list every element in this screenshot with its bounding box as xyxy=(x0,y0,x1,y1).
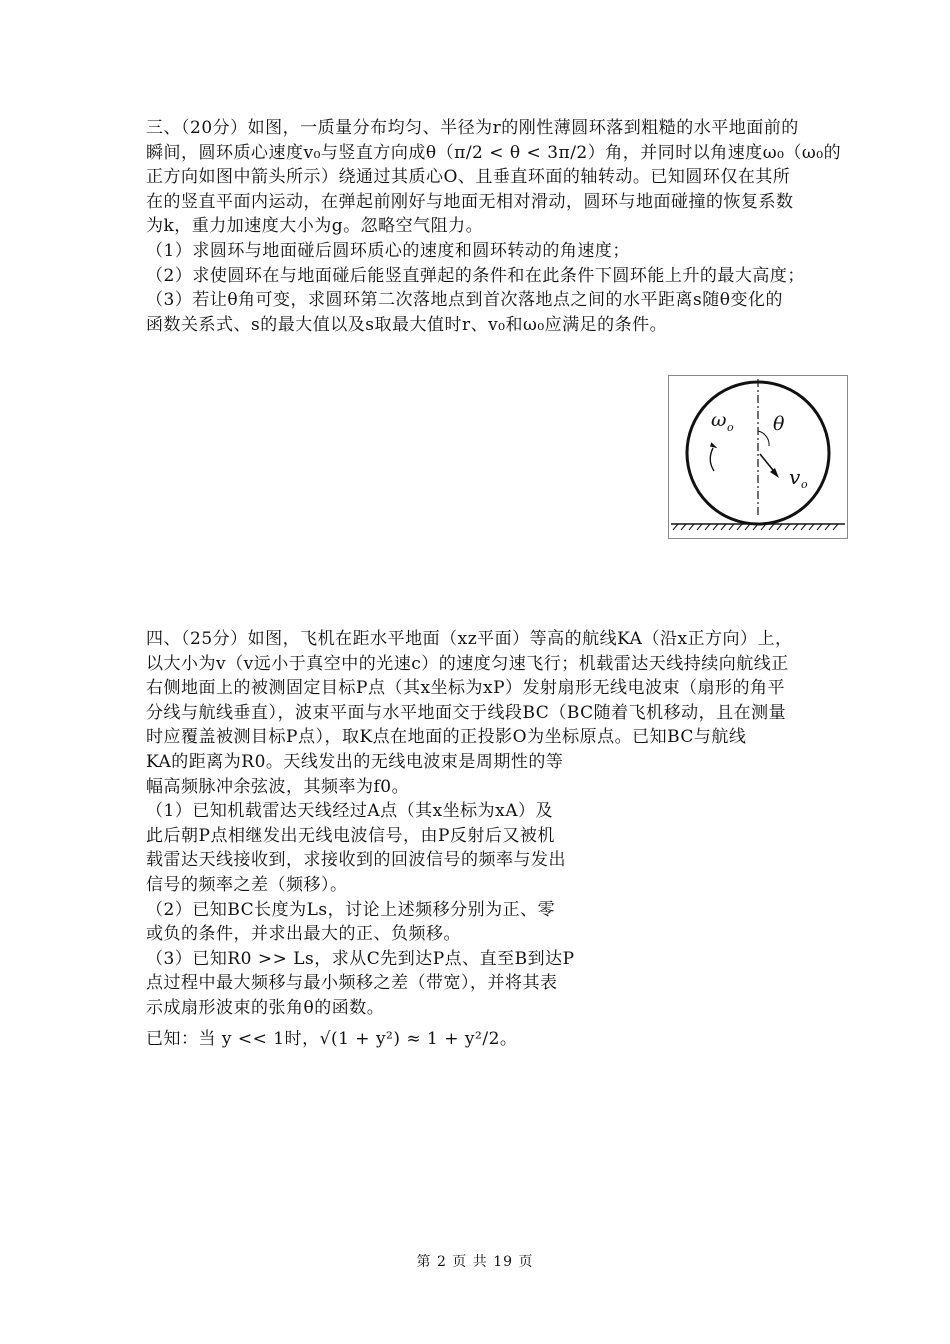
p4-line: 右侧地面上的被测固定目标P点（其x坐标为xP）发射扇形无线电波束（扇形的角平 xyxy=(146,678,786,699)
p4-line: 四、（25分）如图，飞机在距水平地面（xz平面）等高的航线KA（沿x正方向）上， xyxy=(146,629,793,649)
p4-line: 以大小为v（v远小于真空中的光速c）的速度匀速飞行；机载雷达天线持续向航线正 xyxy=(146,653,789,674)
omega-arrow-curve xyxy=(710,448,714,471)
theta-arc xyxy=(758,431,769,446)
problem-3-text xyxy=(146,116,851,337)
p3-line: 在的竖直平面内运动，在弹起前刚好与地面无相对滑动，圆环与地面碰撞的恢复系数 xyxy=(146,191,794,212)
page-number: 第 2 页 共 19 页 xyxy=(416,1254,534,1270)
p3-line: 函数关系式、s的最大值以及s取最大值时r、v₀和ω₀应满足的条件。 xyxy=(146,314,668,335)
p3-line: 为k，重力加速度大小为g。忽略空气阻力。 xyxy=(146,216,484,237)
v-subscript: o xyxy=(801,478,808,491)
p3-line: （1）求圆环与地面碰后圆环质心的速度和圆环转动的角速度； xyxy=(146,240,630,261)
p4-line: 信号的频率之差（频移）。 xyxy=(146,874,348,895)
p4-line: KA的距离为R0。天线发出的无线电波束是周期性的等 xyxy=(146,751,564,772)
p4-line: （3）已知R0 >> Ls，求从C先到达P点、直至B到达P xyxy=(146,948,575,969)
p3-line: （3）若让θ角可变，求圆环第二次落地点到首次落地点之间的水平距离s随θ变化的 xyxy=(146,290,784,311)
p3-line: （2）求使圆环在与地面碰后能竖直弹起的条件和在此条件下圆环能上升的最大高度； xyxy=(146,265,805,286)
p4-line: 时应覆盖被测目标P点），取K点在地面的正投影O为坐标原点。已知BC与航线 xyxy=(146,727,747,748)
p4-line: 幅高频脉冲余弦波，其频率为f0。 xyxy=(146,776,410,797)
p4-line: 点过程中最大频移与最小频移之差（带宽），并将其表 xyxy=(146,973,558,994)
omega-label: ω xyxy=(711,409,727,431)
p3-line: 正方向如图中箭头所示）绕通过其质心O、且垂直环面的轴转动。已知圆环仅在其所 xyxy=(146,167,791,188)
velocity-arrow-head xyxy=(770,468,779,478)
p3-line: 瞬间，圆环质心速度v₀与竖直方向成θ（π/2 < θ < 3π/2）角，并同时以角速度ω₀（ω₀的 xyxy=(146,142,842,163)
theta-label: θ xyxy=(773,413,785,435)
p4-line: 或负的条件，并求出最大的正、负频移。 xyxy=(146,924,461,945)
p4-line: 此后朝P点相继发出无线电波信号，由P反射后又被机 xyxy=(146,825,555,846)
p4-line: （2）已知BC长度为Ls，讨论上述频移分别为正、零 xyxy=(146,899,556,920)
p4-line: 载雷达天线接收到，求接收到的回波信号的频率与发出 xyxy=(146,850,566,871)
p4-line: 示成扇形波束的张角θ的函数。 xyxy=(146,997,385,1018)
p4-line: 分线与航线垂直），波束平面与水平地面交于线段BC（BC随着飞机移动，且在测量 xyxy=(146,702,787,723)
omega-subscript: o xyxy=(727,421,734,434)
ring-diagram xyxy=(669,376,847,538)
ring-figure xyxy=(668,375,848,539)
p3-line: 三、（20分）如图，一质量分布均匀、半径为r的刚性薄圆环落到粗糙的水平地面前的 xyxy=(146,118,799,138)
p4-line: （1）已知机载雷达天线经过A点（其x坐标为xA）及 xyxy=(146,801,554,822)
problem-4-text xyxy=(146,627,851,1051)
known-formula: 已知：当 y << 1时，√(1 + y²) ≈ 1 + y²/2。 xyxy=(146,1028,518,1049)
v-label: v xyxy=(789,465,801,489)
